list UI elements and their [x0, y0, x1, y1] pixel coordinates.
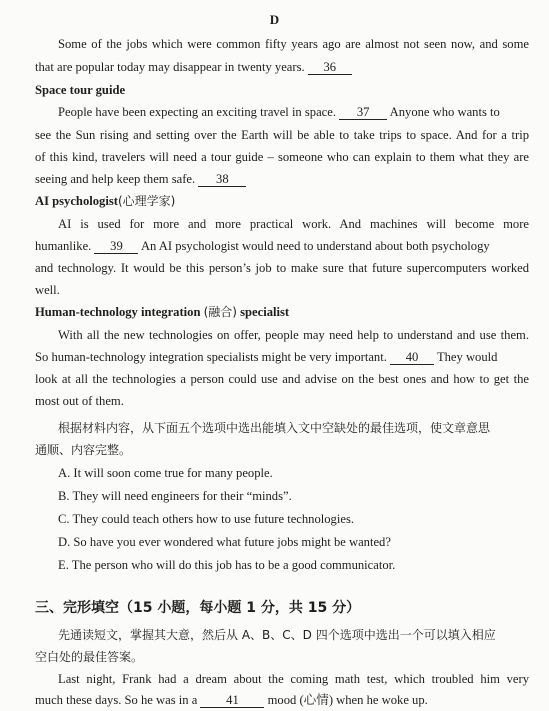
intro-line-2-text: that are popular today may disappear in twenty years.: [35, 60, 305, 74]
blank-41[interactable]: 41: [200, 693, 264, 708]
hti-heading-text: Human-technology integration: [35, 305, 201, 319]
space-line-1-text: People have been expecting an exciting travel in space.: [58, 105, 336, 119]
instruction-line-1: 根据材料内容，从下面五个选项中选出能填入文中空缺处的最佳选项，使文章意思: [58, 421, 491, 435]
ai-line-2-text: humanlike.: [35, 239, 92, 253]
intro-line-1: Some of the jobs which were common fifty years ago are almost not seen now, and some: [58, 37, 529, 51]
passage-line-2-tail: mood (心情) when he woke up.: [267, 693, 428, 707]
space-line-4-text: seeing and help keep them safe.: [35, 172, 196, 186]
blank-37[interactable]: 37: [339, 105, 387, 120]
ai-heading-text: AI psychologist: [35, 194, 118, 208]
ai-line-4: well.: [35, 283, 60, 297]
ai-line-1: AI is used for more and more practical work. And machines will become more: [58, 217, 529, 231]
space-line-1: [58, 104, 529, 120]
passage-line-2-text: much these days. So he was in a: [35, 693, 198, 707]
space-line-2: see the Sun rising and setting over the Earth will be able to take trips to space. And for a trip: [35, 128, 529, 142]
section-3-title: 三、完形填空（15 小题，每小题 1 分，共 15 分）: [35, 600, 361, 616]
space-line-4: [35, 171, 529, 187]
space-line-3: of this kind, travelers will need a tour guide – someone who can explain to them what they are: [35, 150, 529, 164]
option-e: E. The person who will do this job has to be a good communicator.: [58, 558, 396, 572]
hti-line-2: [35, 349, 529, 365]
passage-line-1: Last night, Frank had a dream about the coming math test, which troubled him very: [58, 672, 529, 686]
ai-psychologist-heading: [35, 193, 529, 209]
section-letter: D: [269, 12, 280, 27]
option-c: C. They could teach others how to use future technologies.: [58, 512, 354, 526]
passage-line-2: [35, 692, 529, 708]
instruction-line-2: 通顺、内容完整。: [35, 443, 132, 457]
ai-line-2: [35, 238, 529, 254]
hti-line-4: most out of them.: [35, 394, 124, 408]
option-d: D. So have you ever wondered what future jobs might be wanted?: [58, 535, 391, 549]
hti-line-2-tail: They would: [436, 350, 498, 364]
hti-heading-cn: (融合): [203, 305, 237, 319]
hti-line-2-text: So human-technology integration specialists might be very important.: [35, 350, 387, 364]
hti-line-3: look at all the technologies a person could use and advise on the best ones and how to get the: [35, 372, 529, 386]
option-b: B. They will need engineers for their “minds”.: [58, 489, 292, 503]
blank-36[interactable]: 36: [308, 60, 352, 75]
ai-heading-cn: (心理学家): [117, 194, 176, 208]
hti-line-1: With all the new technologies on offer, people may need help to understand and use them.: [58, 328, 529, 342]
hti-heading-tail: specialist: [240, 305, 290, 319]
intro-line-2: [35, 59, 529, 75]
ai-line-2-tail: An AI psychologist would need to understand about both psychology: [140, 239, 490, 253]
blank-39[interactable]: 39: [94, 239, 138, 254]
space-line-1-tail: Anyone who wants to: [389, 105, 500, 119]
ai-line-3: and technology. It would be this person’s job to make sure that future supercomputers worked: [35, 261, 529, 275]
blank-40[interactable]: 40: [390, 350, 434, 365]
section-3-instruction-2: 空白处的最佳答案。: [35, 650, 144, 664]
option-a: A. It will soon come true for many people.: [58, 466, 273, 480]
blank-38[interactable]: 38: [198, 172, 246, 187]
space-tour-guide-heading: Space tour guide: [35, 83, 126, 97]
hti-heading: [35, 304, 529, 320]
section-3-instruction-1: 先通读短文，掌握其大意，然后从 A、B、C、D 四个选项中选出一个可以填入相应: [58, 628, 496, 642]
